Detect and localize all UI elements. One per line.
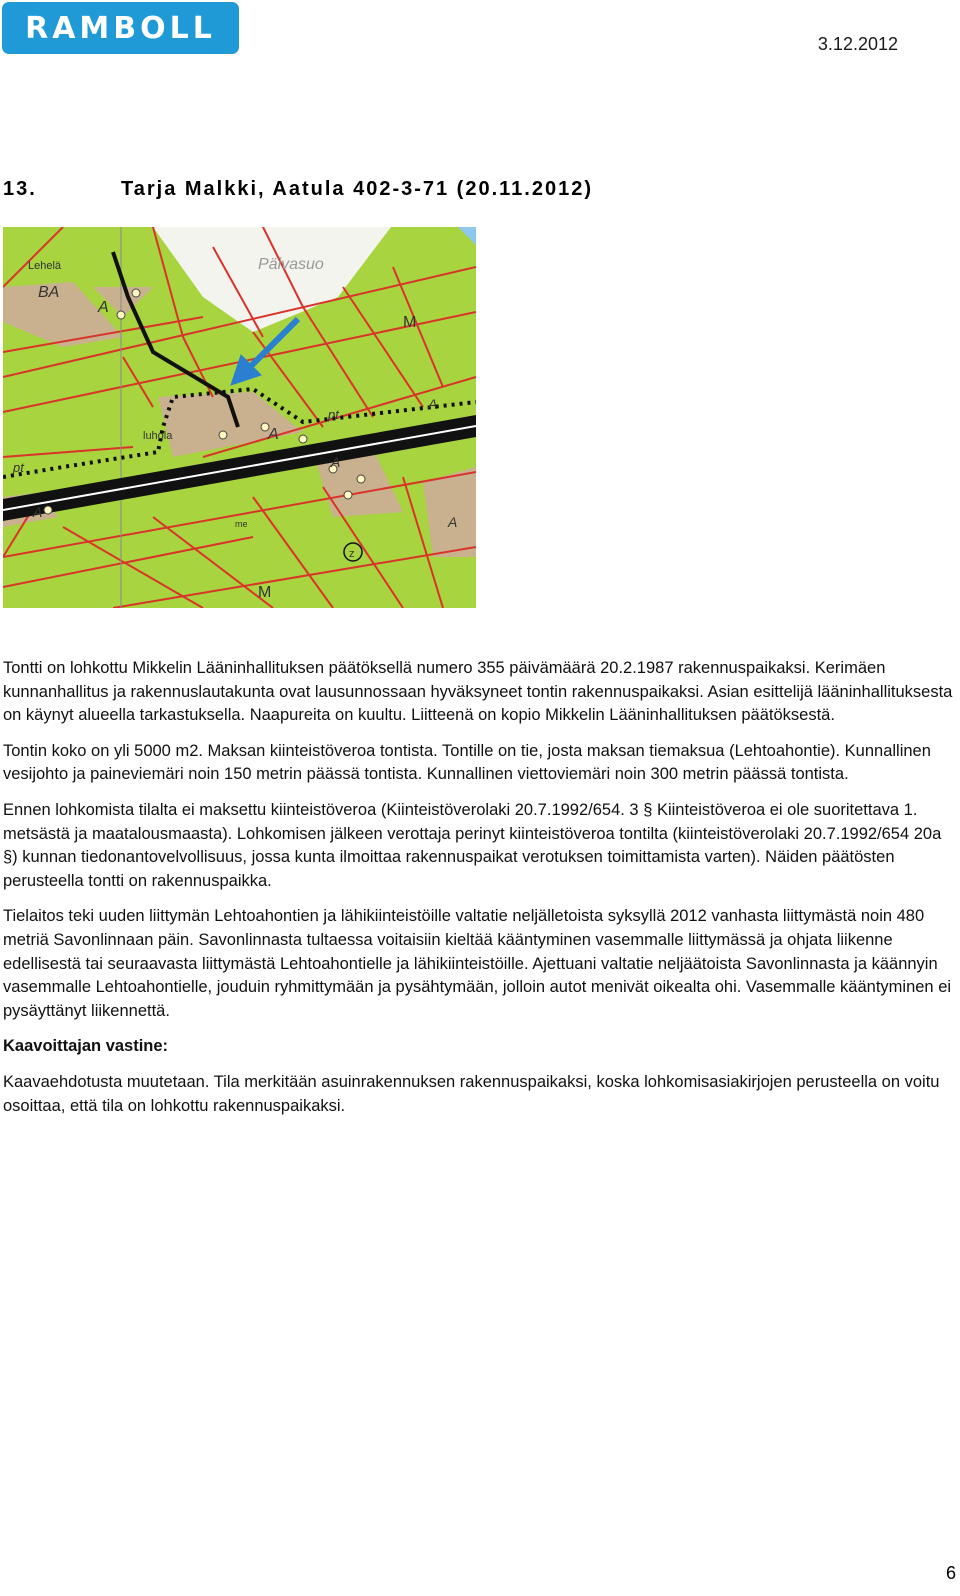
document-date: 3.12.2012 xyxy=(817,34,898,54)
map-label: z xyxy=(349,548,355,560)
ramboll-logo xyxy=(2,2,239,54)
map-label: M xyxy=(403,314,417,331)
map-label: BA xyxy=(38,284,60,301)
map-label: A xyxy=(98,299,109,316)
map-label: Lehelä xyxy=(28,260,62,272)
paragraph: Tontin koko on yli 5000 m2. Maksan kiinteistöveroa tontista. Tontille on tie, josta maksan tiemaksua (Lehtoahontie). Kunnallinen vesijohto ja paineviemäri noin 150 metrin päässä tontista. Kunnallinen viettoviemäri noin 300 metrin päässä tontista. xyxy=(3,741,931,784)
map-label: A xyxy=(448,514,458,530)
logo-text: RAMBOLL xyxy=(25,10,216,46)
map-label: pt xyxy=(13,460,24,475)
map-label: luhola xyxy=(143,430,173,442)
map-label: A xyxy=(268,426,279,443)
page-number: 6 xyxy=(945,1563,956,1583)
section-title: Tarja Malkki, Aatula 402-3-71 (20.11.2012) xyxy=(121,178,593,200)
paragraph: Tontti on lohkottu Mikkelin Lääninhallituksen päätöksellä numero 355 päivämäärä 20.2.1987 rakennuspaikaksi. Kerimäen kunnanhallitus ja rakennuslautakunta ovat lausunnossaan hyväksyneet tontin rakennuspaikaksi. Asian esittelijä lääninhallituksesta on käynyt alueella tarkastuksella. Naapureita on kuultu. Liitteenä on kopio Mikkelin Lääninhallituksen päätöksestä. xyxy=(3,659,953,725)
map-label: A xyxy=(33,504,43,520)
paragraph: Tielaitos teki uuden liittymän Lehtoahontien ja lähikiinteistöille valtatie neljälletoista syksyllä 2012 vanhasta liittymästä noin 480 metriä Savonlinnaan päin. Savonlinnasta tultaessa voitaisiin kieltää kääntyminen vasemmalle liittymässä ja ohjata liikenne edellisestä tai seuraavasta liittymästä Lehtoahontielle ja lähikiinteistöille. Ajettuani valtatie neljäätoista Savonlinnasta ja käännyin vasemmalle Lehtoahontielle, jouduin ryhmittymään ja pysähtymään, jolloin autot menivät oikealta ohi. Vasemmalle kääntyminen ei pysäyttänyt liikennettä. xyxy=(3,907,952,1020)
map-label: M xyxy=(258,584,272,601)
section-heading xyxy=(3,178,593,201)
zoning-map xyxy=(3,227,476,608)
map-label: A xyxy=(428,396,438,412)
map-label: A xyxy=(331,454,341,470)
paragraph: Ennen lohkomista tilalta ei maksettu kiinteistöveroa (Kiinteistöverolaki 20.7.1992/654. 3 § Kiinteistöveroa ei ole suoritettava 1. metsästä ja maatalousmaasta). Lohkomisen jälkeen verottaja perinyt kiinteistöveroa tontilta (kiinteistöverolaki 20.7.1992/654 20a §) kunnan tiedonantovelvollisuus, jossa kunta ilmoittaa rakennuspaikat verotuksen toimittamista varten). Näiden päätösten perusteella tontti on rakennuspaikka. xyxy=(3,800,942,890)
section-number: 13. xyxy=(3,178,37,200)
response-text: Kaavaehdotusta muutetaan. Tila merkitään asuinrakennuksen rakennuspaikaksi, koska lohkomisasiakirjojen perusteella on voitu osoittaa, että tila on lohkottu rakennuspaikaksi. xyxy=(3,1072,940,1115)
map-label: me xyxy=(235,519,248,529)
map-label: pt xyxy=(328,407,339,422)
map-label: Päivasuo xyxy=(258,256,324,273)
response-heading: Kaavoittajan vastine: xyxy=(3,1037,169,1056)
body-text xyxy=(3,657,953,1130)
